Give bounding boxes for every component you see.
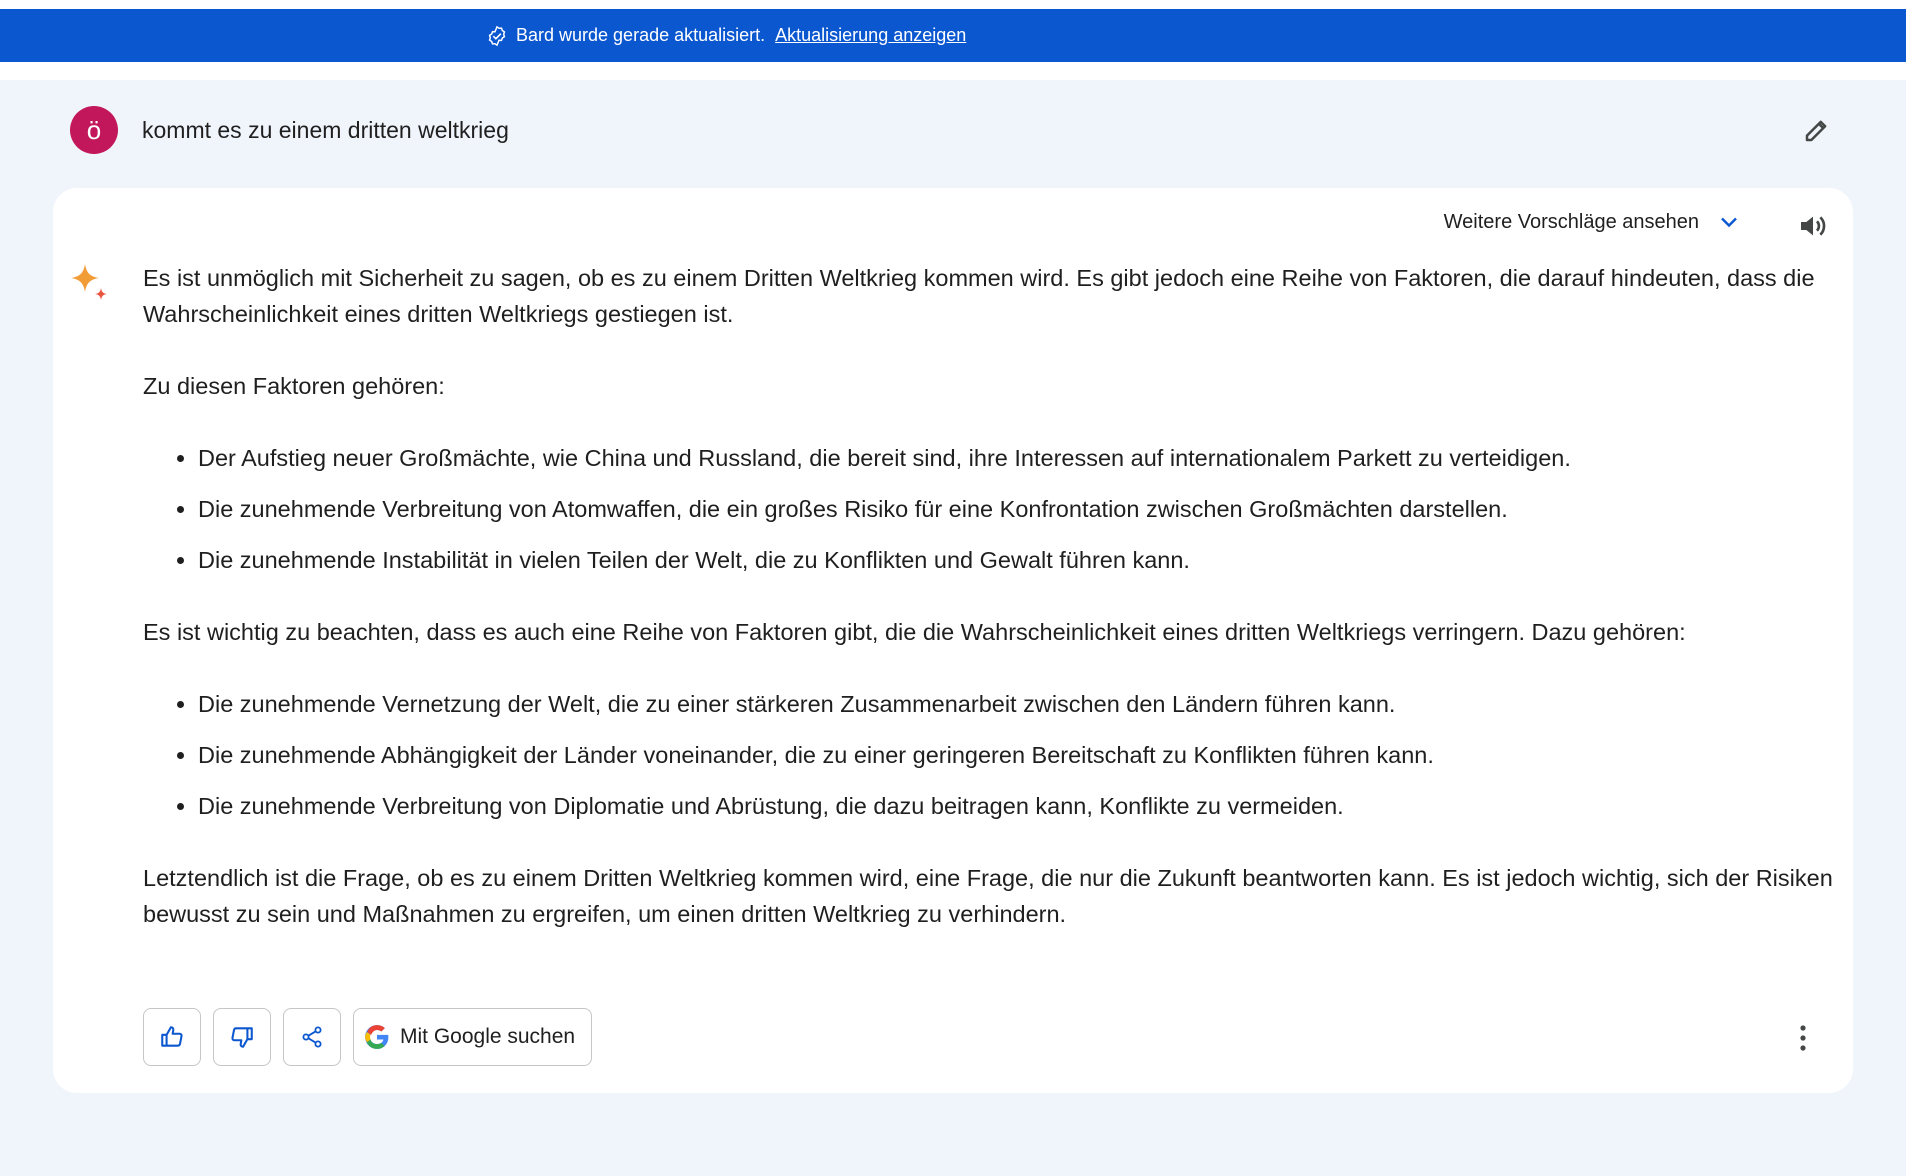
list-item: • Der Aufstieg neuer Großmächte, wie China und Russland, die bereit sind, ihre Interessen auf internationalem Parkett zu verteidigen.: [198, 440, 1833, 476]
user-query: [70, 106, 509, 154]
conclusion-paragraph: Letztendlich ist die Frage, ob es zu einem Dritten Weltkrieg kommen wird, eine Frage, die nur die Zukunft beantworten kann. Es ist jedoch wichtig, sich der Risiken bewusst zu sein und Maßnahmen zu ergreifen, um einen dritten Weltkrieg zu verhindern.: [143, 865, 1833, 927]
view-drafts-button[interactable]: [1444, 210, 1741, 234]
more-options-button[interactable]: [1783, 1018, 1823, 1058]
google-g-icon: [364, 1024, 390, 1050]
more-vert-icon: [1798, 1024, 1808, 1052]
update-banner: [0, 9, 1906, 62]
banner-message: Bard wurde gerade aktualisiert.: [516, 25, 766, 45]
list-item: • Die zunehmende Verbreitung von Diplomatie und Abrüstung, die dazu beitragen kann, Konflikte zu vermeiden.: [198, 788, 1833, 824]
list-item: • Die zunehmende Abhängigkeit der Länder voneinander, die zu einer geringeren Bereitschaft zu Konflikten führen kann.: [198, 737, 1833, 773]
response-text: [143, 260, 1833, 968]
factors-heading: Zu diesen Faktoren gehören:: [143, 373, 445, 399]
counter-heading: Es ist wichtig zu beachten, dass es auch eine Reihe von Faktoren gibt, die die Wahrscheinlichkeit eines dritten Weltkriegs verringern. Dazu gehören:: [143, 619, 1686, 645]
google-search-button[interactable]: [353, 1008, 592, 1066]
thumbs-up-button[interactable]: [143, 1008, 201, 1066]
response-actions: [143, 1008, 604, 1066]
conversation-area: [0, 80, 1906, 1176]
view-drafts-label: Weitere Vorschläge ansehen: [1443, 210, 1699, 233]
response-card: [53, 188, 1853, 1093]
mitigating-factors-list: [143, 686, 1833, 824]
list-item: • Die zunehmende Instabilität in vielen Teilen der Welt, die zu Konflikten und Gewalt führen kann.: [198, 542, 1833, 578]
google-search-label: Mit Google suchen: [400, 1025, 576, 1048]
thumbs-down-icon: [229, 1024, 255, 1050]
chevron-down-icon: [1717, 210, 1741, 234]
share-icon: [300, 1025, 324, 1049]
sparkle-icon: [70, 263, 110, 303]
query-text: kommt es zu einem dritten weltkrieg: [142, 116, 509, 143]
thumbs-up-icon: [159, 1024, 185, 1050]
intro-paragraph: Es ist unmöglich mit Sicherheit zu sagen, ob es zu einem Dritten Weltkrieg kommen wird. Es gibt jedoch eine Reihe von Faktoren, die darauf hindeuten, dass die Wahrscheinlichkeit eines dritten Weltkriegs gestiegen ist.: [143, 265, 1815, 327]
speaker-icon: [1797, 210, 1829, 242]
read-aloud-button[interactable]: [1795, 208, 1831, 244]
avatar[interactable]: ö: [70, 106, 118, 154]
check-badge-icon: [486, 25, 508, 47]
share-button[interactable]: [283, 1008, 341, 1066]
list-item: • Die zunehmende Verbreitung von Atomwaffen, die ein großes Risiko für eine Konfrontation zwischen Großmächten darstellen.: [198, 491, 1833, 527]
edit-query-button[interactable]: [1797, 110, 1837, 150]
edit-pencil-icon: [1802, 115, 1832, 145]
list-item: • Die zunehmende Vernetzung der Welt, die zu einer stärkeren Zusammenarbeit zwischen den Ländern führen kann.: [198, 686, 1833, 722]
thumbs-down-button[interactable]: [213, 1008, 271, 1066]
banner-show-update-link[interactable]: Aktualisierung anzeigen: [775, 25, 967, 45]
risk-factors-list: [143, 440, 1833, 578]
update-banner-content: [486, 9, 966, 62]
